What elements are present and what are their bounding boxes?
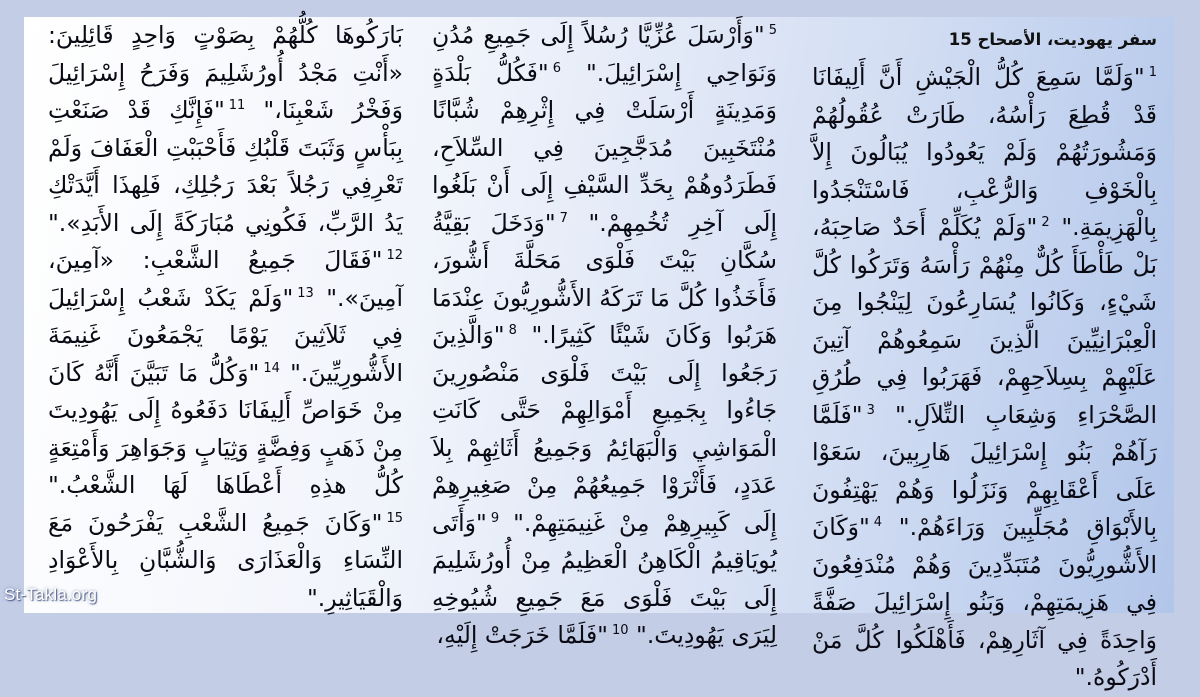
verse-number: 7 [559,210,568,226]
verse-text: "فَلَمَّا خَرَجَتْ إِلَيْهِ، [436,621,608,649]
verse-text: "وَلَمَّا سَمِعَ كُلُّ الْجَيْشِ أَنَّ أَلِيفَانَا قَدْ قُطِعَ رَأْسُهُ، طَارَتْ عُقُولُهُمْ وَمَشُورَتُهُمْ وَلَمْ يَعُودُوا يُبَالُونَ إِلاَّ بِالْخَوْفِ وَالرُّعْبِ، فَاسْتَنْجَدُوا بِالْهَزِيمَةِ." [812,63,1157,241]
verse-number: 10 [612,623,629,639]
verse-text: "فَقَالَ جَمِيعُ الشَّعْبِ: «آمِينَ، آمِينَ»." [48,246,403,312]
verse-number: 14 [263,360,280,376]
text-column-left [48,17,403,613]
chapter-heading: سفر يهوديت، الأصحاح 15 [948,30,1157,49]
verse-panel [24,17,1174,691]
verse-number: 6 [552,60,562,76]
verse-text: "وَكَانَ جَمِيعُ الشَّعْبِ يَفْرَحُونَ مَعَ النِّسَاءِ وَالْعَذَارَى وَالشُّبَّانِ بِالأَعْوَادِ وَالْقَيَاثِيرِ." [48,508,403,612]
verse-text: "وَالَّذِينَ رَجَعُوا إِلَى بَيْتَ فَلْوَى مَنْصُورِينَ جَاءُوا بِجَمِيعِ أَمْوَالِهِمْ حَتَّى كَانَتِ الْمَوَاشِي وَالْبَهَائِمُ وَجَمِيعُ أَثَاثِهِمْ بِلاَ عَدَدٍ، فَأَثْرَوْا جَمِيعُهُمْ مِنْ صَغِيرِهِمْ إِلَى كَبِيرِهِمْ مِنْ غَنِيمَتِهِمْ." [432,321,777,537]
verse-text: "وَكُلُّ مَا تَبَيَّنَ أَنَّهُ كَانَ مِنْ خَوَاصِّ أَلِيفَانَا دَفَعُوهُ إِلَى يَهُودِيتَ مِنْ ذَهَبٍ وَفِضَّةٍ وَثِيَابٍ وَجَوَاهِرَ وَأَمْتِعَةٍ كُلُّ هذِهِ أَعْطَاهَا لَهَا الشَّعْبُ." [48,358,403,499]
verse-number: 4 [873,515,883,531]
verse-number: 9 [490,510,500,526]
verse-number: 1 [1148,65,1157,81]
column-body [48,17,403,617]
verse-number: 13 [297,285,314,301]
text-column-right [812,25,1157,691]
verse-text: "فَكُلُّ بَلْدَةٍ وَمَدِينَةٍ أَرْسَلَتْ فِي إِثْرِهِمْ شُبَّانًا مُنْتَخَبِينَ مُدَجَّجِينَ فِي السِّلاَحِ، فَطَرَدُوهُمْ بِحَدِّ السَّيْفِ إِلَى أَنْ بَلَغُوا إِلَى آخِرِ تُخُمِهِمْ." [432,58,777,237]
verse-number: 11 [228,98,246,114]
verse-text: "فَلَمَّا رَآهُمْ بَنُو إِسْرَائِيلَ هَارِبِينَ، سَعَوْا عَلَى أَعْقَابِهِمْ وَنَزَلُوا وَهُمْ يَهْتِفُونَ بِالأَبْوَاقِ مُجَلِّبِينَ وَرَاءَهُمْ." [812,400,1157,541]
column-body [432,17,777,655]
verse-text: "وَلَمْ يَكَدْ شَعْبُ إِسْرَائِيلَ فِي ثَلاَثِينَ يَوْمًا يَجْمَعُونَ غَنِيمَةَ الأَشُّورِيِّينَ." [48,283,403,387]
column-body [812,59,1157,697]
verse-text: "فَإِنَّكِ قَدْ صَنَعْتِ بِبَأْسٍ وَثَبَتَ قَلْبُكِ فَأَحْبَبْتِ الْعَفَافَ وَلَمْ تَعْرِفِي رَجُلاً بَعْدَ رَجُلِكِ، فَلِهذَا أَيَّدَتْكِ يَدُ الرَّبِّ، فَكُونِي مُبَارَكَةً إِلَى الأَبَدِ»." [48,96,403,237]
verse-number: 5 [768,23,777,39]
verse-text: "وَدَخَلَ بَقِيَّةُ سُكَّانِ بَيْتَ فَلْوَى مَحَلَّةَ أَشُّورَ، فَأَخَذُوا كُلَّ مَا تَرَكَهُ الأَشُّورِيُّونَ عِنْدَمَا هَرَبُوا وَكَانَ شَيْئًا كَثِيرًا." [432,208,777,349]
verse-text: "وَكَانَ الأَشُّورِيُّونَ مُتَبَدِّدِينَ وَهُمْ مُنْدَفِعُونَ فِي هَزِيمَتِهِمْ، وَبَنُو إِسْرَائِيلَ صَفَّةً وَاحِدَةً فِي آثَارِهِمْ، فَأَهْلَكُوا كُلَّ مَنْ أَدْرَكُوهُ." [812,513,1157,691]
verse-text: بَارَكُوهَا كُلُّهُمْ بِصَوْتٍ وَاحِدٍ قَائِلِينَ: «أَنْتِ مَجْدُ أُورُشَلِيمَ وَفَرَحُ إِسْرَائِيلَ وَفَخْرُ شَعْبِنَا،" [48,21,403,124]
verse-number: 3 [866,402,875,418]
verse-number: 12 [386,248,403,264]
verse-number: 8 [508,323,517,339]
verse-text: "وَأَرْسَلَ عُزِّيَّا رُسُلاً إِلَى جَمِيعِ مُدُنِ وَنَوَاحِي إِسْرَائِيلَ." [432,21,777,87]
verse-text: "وَأَتَى يُويَاقِيمُ الْكَاهِنُ الْعَظِيمُ مِنْ أُورُشَلِيمَ إِلَى بَيْتَ فَلْوَى مَعَ جَمِيعِ شُيُوخِهِ لِيَرَى يَهُودِيتَ." [432,508,777,649]
verse-number: 15 [386,510,403,526]
verse-number: 2 [1041,215,1050,231]
site-watermark: St-Takla.org [4,585,98,604]
text-column-middle [432,17,777,649]
verse-text: "وَلَمْ يُكَلِّمْ أَحَدٌ صَاحِبَهُ، بَلْ طَأْطَأَ كُلٌّ مِنْهُمْ رَأْسَهُ وَتَرَكُوا كُلَّ شَيْءٍ، وَكَانُوا يُسَارِعُونَ لِيَنْجُوا مِنَ الْعِبْرَانِيِّينَ الَّذِينَ سَمِعُوهُمْ آتِينَ عَلَيْهِمْ بِسِلاَحِهِمْ، فَهَرَبُوا فِي طُرُقِ الصَّحْرَاءِ وَشِعَابِ التِّلاَلِ." [812,213,1157,429]
